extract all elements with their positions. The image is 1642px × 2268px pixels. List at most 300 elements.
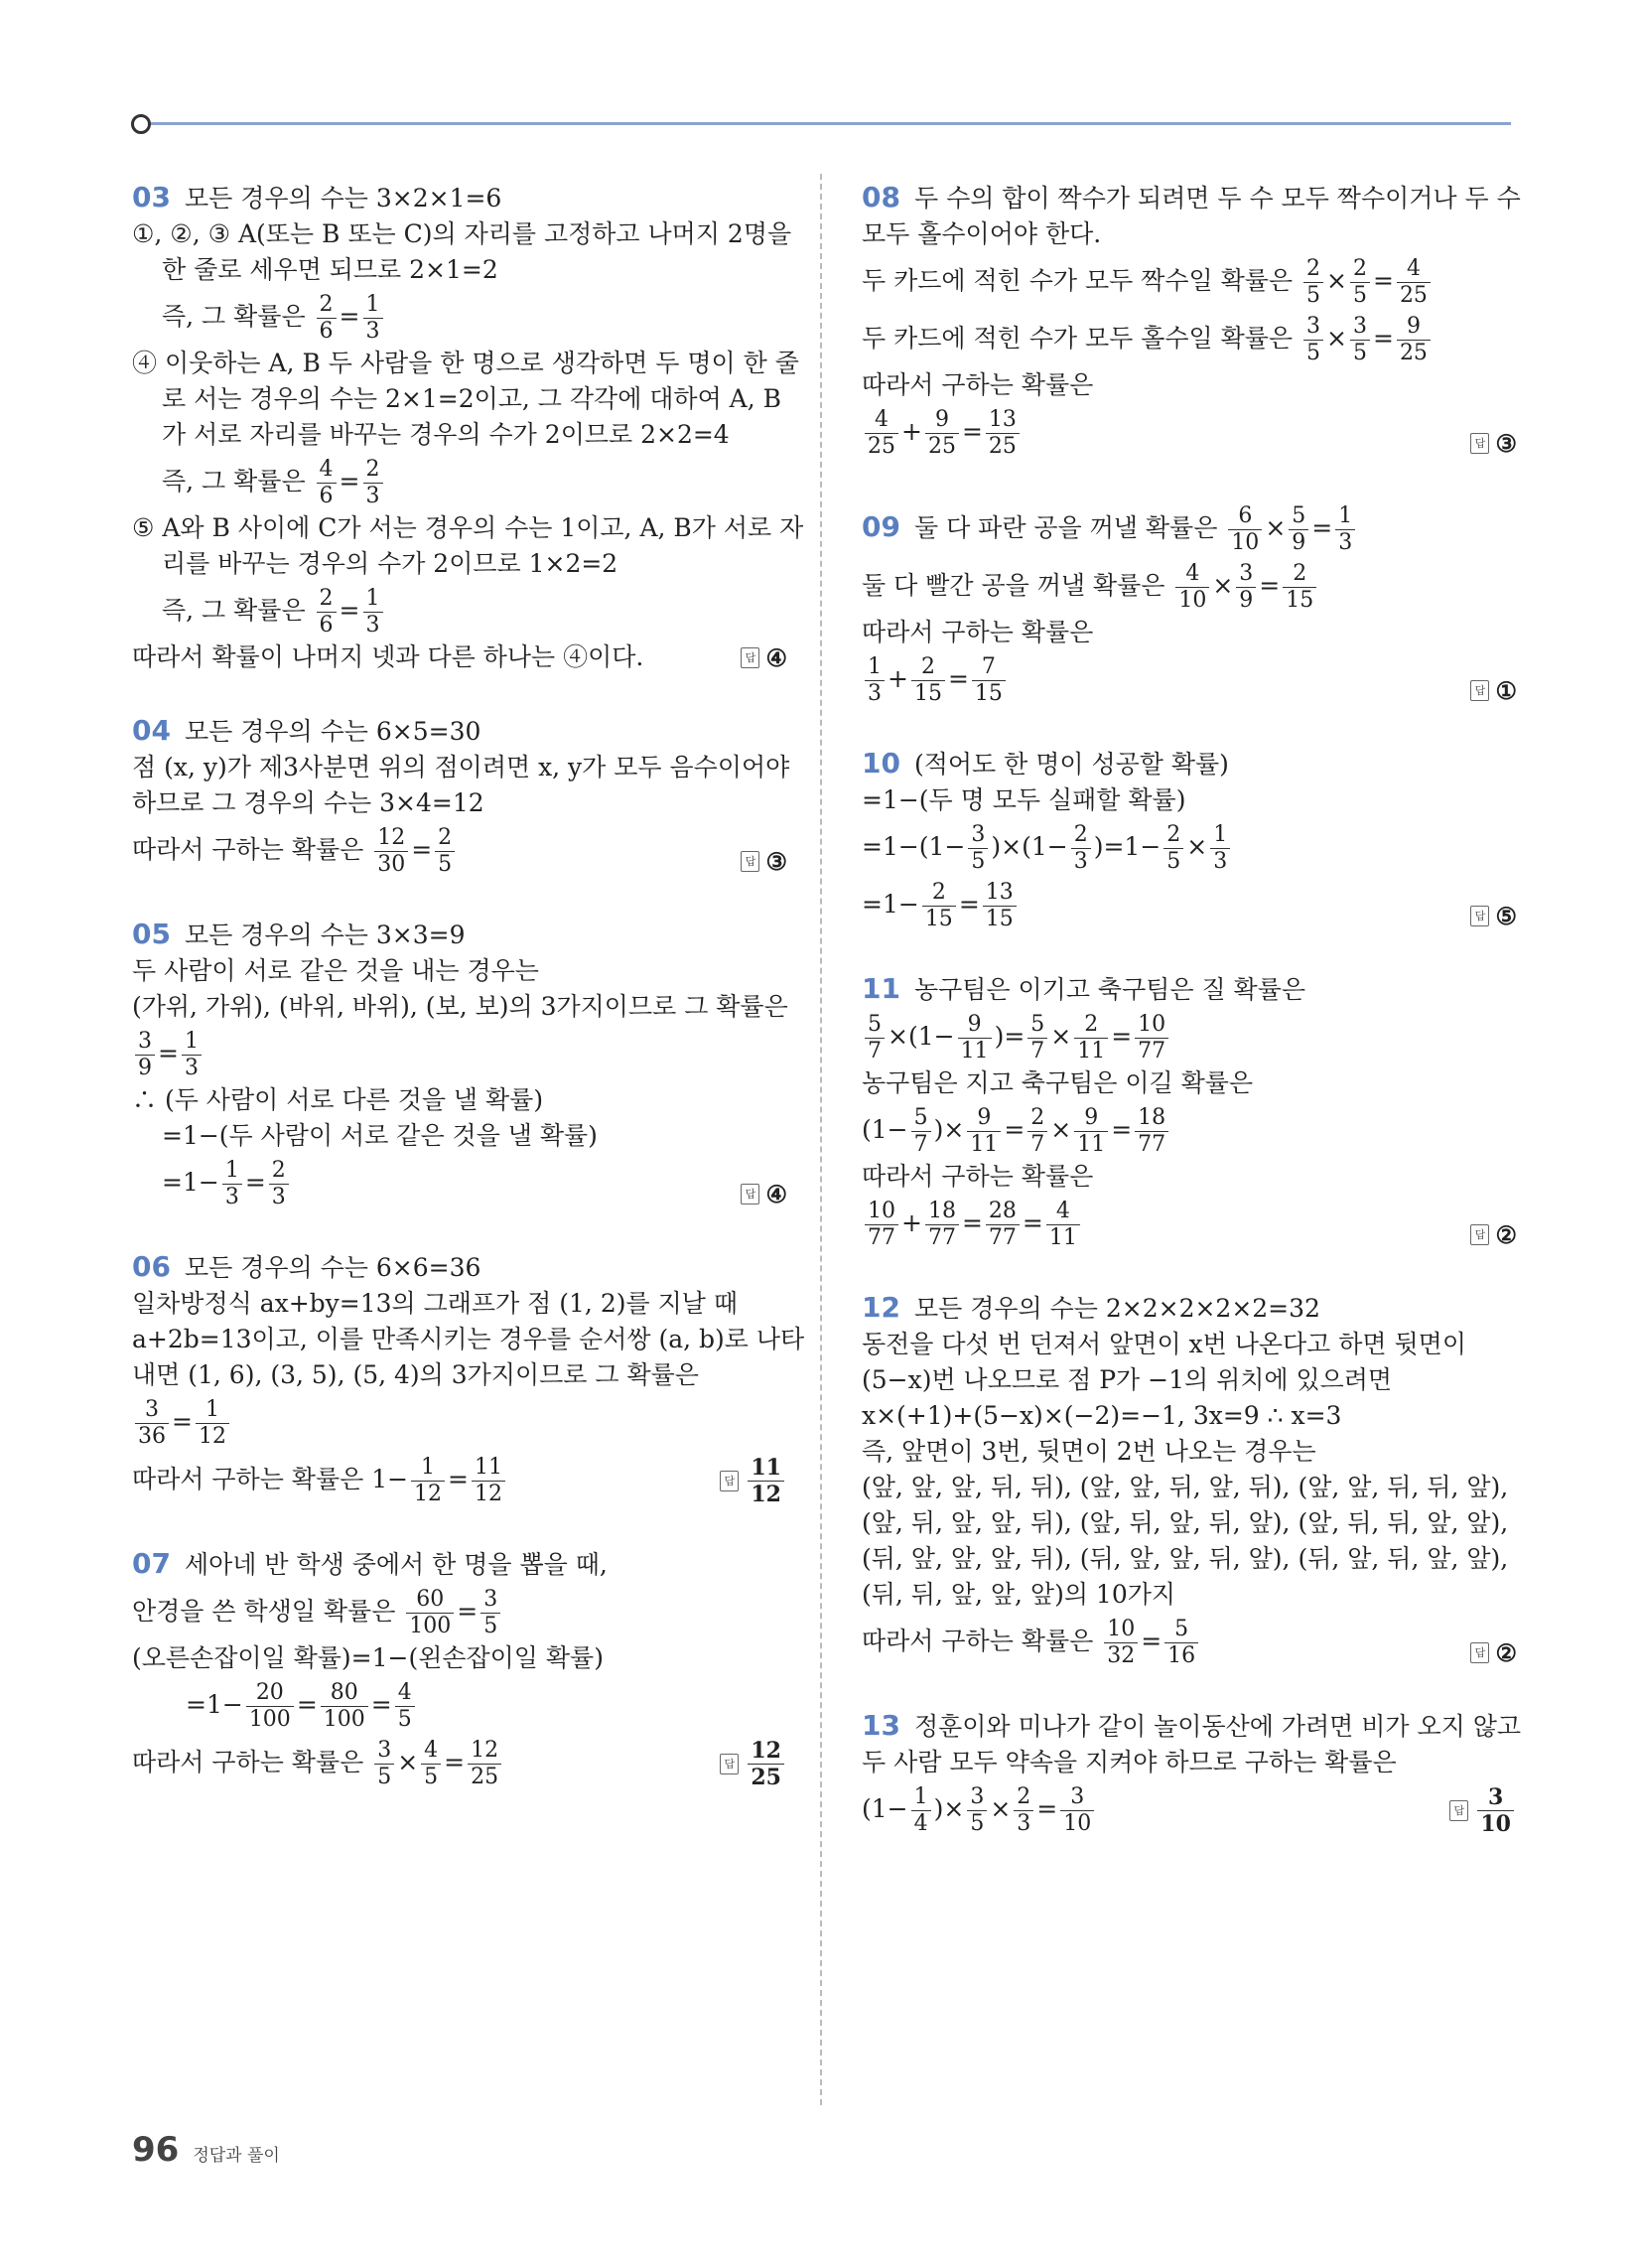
fraction <box>1135 1014 1168 1063</box>
fraction <box>1335 505 1355 554</box>
solution-line <box>862 313 1517 364</box>
solution-line <box>132 349 799 378</box>
solution-line <box>862 1293 1517 1324</box>
fraction-denominator: 5 <box>1163 848 1183 873</box>
fraction <box>1071 824 1091 873</box>
answer-mark <box>1470 902 1517 930</box>
fraction-numerator: 2 <box>1017 1784 1031 1809</box>
fraction-numerator: 10 <box>1138 1012 1166 1037</box>
solution-line <box>132 420 787 450</box>
fraction-denominator: 7 <box>1027 1038 1047 1063</box>
problem-08 <box>862 181 1521 459</box>
text-segment: 내면 (1, 6), (3, 5), (5, 4)의 3가지이므로 그 확률은 <box>132 1360 699 1389</box>
solution-line <box>132 1454 787 1505</box>
answer-mark <box>741 643 787 672</box>
answer-value: ⑤ <box>1495 902 1517 930</box>
text-segment: 따라서 확률이 나머지 넷과 다른 하나는 ④이다. <box>132 642 644 671</box>
answer-value: ① <box>1495 676 1517 705</box>
fraction-denominator: 4 <box>911 1810 931 1835</box>
fraction-numerator: 12 <box>751 1738 781 1764</box>
fraction-numerator: 9 <box>934 407 949 432</box>
problem-number: 10 <box>862 747 900 780</box>
solution-line <box>132 788 787 818</box>
text-segment: =1− <box>162 1168 219 1197</box>
text-segment: × <box>1326 266 1347 295</box>
text-segment: × <box>990 1794 1012 1823</box>
fraction-numerator: 2 <box>319 586 334 611</box>
text-segment: 두 사람 모두 약속을 지켜야 하므로 구하는 확률은 <box>862 1748 1397 1776</box>
text-segment: 모두 홀수이어야 한다. <box>862 219 1102 248</box>
answer-value: ③ <box>1495 429 1517 458</box>
text-segment: 두 수의 합이 짝수가 되려면 두 수 모두 짝수이거나 두 수 <box>913 184 1521 213</box>
fraction <box>865 656 885 705</box>
answer-mark <box>1470 429 1517 458</box>
fraction-numerator: 3 <box>138 1029 152 1054</box>
fraction <box>1350 258 1370 307</box>
fraction <box>468 1740 501 1788</box>
answer-icon: 답 <box>1449 1800 1468 1821</box>
fraction-numerator: 4 <box>424 1738 439 1763</box>
text-segment: 즉, 그 확률은 <box>162 467 314 496</box>
fraction-numerator: 12 <box>471 1738 499 1763</box>
fraction-denominator: 3 <box>269 1184 289 1208</box>
solution-line <box>132 1157 787 1208</box>
text-segment: 즉, 그 확률은 <box>162 596 314 625</box>
fraction-denominator: 15 <box>972 680 1006 705</box>
fraction <box>911 656 945 705</box>
text-segment: 안경을 쓴 학생일 확률은 <box>132 1597 404 1626</box>
solution-line <box>862 219 1517 249</box>
fraction <box>1027 1107 1047 1156</box>
fraction-denominator: 5 <box>421 1764 441 1788</box>
answer-icon: 답 <box>741 851 759 872</box>
fraction <box>363 459 383 507</box>
text-segment: = <box>339 302 360 331</box>
fraction-denominator: 5 <box>480 1613 500 1637</box>
solution-line <box>132 1121 787 1151</box>
fraction-denominator: 16 <box>1164 1642 1198 1667</box>
answer-mark <box>741 847 787 876</box>
fraction-numerator: 10 <box>868 1199 895 1223</box>
solution-line <box>132 1289 787 1319</box>
solution-line <box>862 255 1517 307</box>
text-segment: = <box>1141 1627 1163 1655</box>
solution-line <box>132 255 787 285</box>
answer-value: ③ <box>765 847 787 876</box>
text-segment: 따라서 구하는 확률은 <box>862 370 1094 399</box>
problem-06 <box>132 1250 805 1507</box>
text-segment: ×(1− <box>888 1022 955 1051</box>
fraction-numerator: 20 <box>255 1680 284 1705</box>
fraction-denominator: 15 <box>983 906 1017 930</box>
answer-mark <box>1470 1638 1517 1667</box>
answer-icon: 답 <box>1470 1642 1489 1663</box>
solution-line <box>862 1162 1517 1192</box>
text-segment: (앞, 앞, 앞, 뒤, 뒤), (앞, 앞, 뒤, 앞, 뒤), (앞, 앞, 뒤, 뒤, 앞), <box>862 1473 1509 1501</box>
fraction <box>1046 1201 1080 1249</box>
fraction <box>374 1740 394 1788</box>
problem-number: 13 <box>862 1709 900 1742</box>
fraction-denominator: 25 <box>925 433 959 458</box>
fraction-numerator: 2 <box>1073 822 1088 847</box>
fraction-denominator: 5 <box>1303 282 1323 307</box>
text-segment: = <box>172 1407 193 1436</box>
fraction-denominator: 9 <box>1236 587 1256 612</box>
fraction <box>1060 1786 1094 1835</box>
answer-value: ② <box>1495 1638 1517 1667</box>
fraction <box>1236 563 1256 612</box>
fraction-denominator: 5 <box>395 1706 415 1731</box>
text-segment: 즉, 그 확률은 <box>162 302 314 331</box>
fraction-denominator: 5 <box>435 851 455 876</box>
solution-line <box>132 1586 787 1637</box>
fraction-denominator: 10 <box>1060 1810 1094 1835</box>
answer-icon: 답 <box>720 1754 739 1774</box>
fraction-numerator: 2 <box>319 292 334 317</box>
text-segment: = <box>339 467 360 496</box>
fraction-numerator: 2 <box>438 825 453 850</box>
text-segment: = <box>1004 1115 1026 1144</box>
fraction <box>1350 316 1370 364</box>
fraction-numerator: 3 <box>971 822 986 847</box>
fraction-denominator: 5 <box>967 1810 987 1835</box>
fraction-denominator: 25 <box>748 1764 784 1788</box>
fraction-denominator: 10 <box>1477 1810 1514 1835</box>
fraction-denominator: 3 <box>182 1055 202 1079</box>
solution-line <box>132 1360 787 1390</box>
solution-line <box>132 1643 787 1673</box>
fraction-denominator: 100 <box>321 1706 368 1731</box>
solution-line <box>132 1252 787 1283</box>
fraction-denominator: 15 <box>911 680 945 705</box>
text-segment: = <box>244 1168 266 1197</box>
text-segment: × <box>397 1748 419 1776</box>
text-segment: = <box>1372 324 1394 353</box>
fraction-numerator: 28 <box>988 1199 1017 1223</box>
fraction <box>925 409 959 458</box>
text-segment: 농구팀은 이기고 축구팀은 질 확률은 <box>913 975 1306 1004</box>
answer-value: ② <box>1495 1220 1517 1249</box>
problem-number: 07 <box>132 1547 171 1580</box>
fraction <box>1074 1107 1108 1156</box>
text-segment: a+2b=13이고, 이를 만족시키는 경우를 순서쌍 (a, b)로 나타 <box>132 1325 805 1353</box>
fraction <box>135 1031 155 1079</box>
solution-line <box>132 716 787 747</box>
text-segment: + <box>888 664 908 693</box>
solution-line <box>132 1679 787 1731</box>
fraction-denominator: 5 <box>1303 340 1323 364</box>
solution-line <box>132 824 787 876</box>
fraction-numerator: 1 <box>421 1455 436 1480</box>
text-segment: (오른손잡이일 확률)=1−(왼손잡이일 확률) <box>132 1643 604 1672</box>
fraction-numerator: 3 <box>1070 1784 1085 1809</box>
answer-mark <box>720 1740 787 1788</box>
fraction-numerator: 60 <box>416 1587 445 1612</box>
text-segment: = <box>448 1465 469 1493</box>
text-segment: =1− <box>862 890 919 919</box>
fraction-numerator: 9 <box>1084 1105 1099 1130</box>
solution-line <box>862 749 1517 780</box>
solution-line <box>132 956 787 986</box>
solution-line <box>132 1085 787 1115</box>
fraction <box>317 588 337 637</box>
text-segment: = <box>370 1690 392 1719</box>
fraction-denominator: 6 <box>317 612 337 637</box>
text-segment: 모든 경우의 수는 3×3=9 <box>184 921 466 949</box>
solution-line <box>862 406 1517 458</box>
fraction <box>421 1740 441 1788</box>
fraction <box>1014 1786 1033 1835</box>
page-footer <box>132 2130 280 2170</box>
text-segment: 따라서 구하는 확률은 <box>132 1748 372 1776</box>
problem-number: 05 <box>132 918 171 950</box>
fraction <box>182 1031 202 1079</box>
problem-13 <box>862 1709 1522 1837</box>
text-segment: 둘 다 빨간 공을 꺼낼 확률은 <box>862 571 1173 600</box>
problem-05 <box>132 920 787 1208</box>
fraction-numerator: 4 <box>1406 256 1421 281</box>
answer-mark <box>1470 676 1517 705</box>
fraction-numerator: 3 <box>1352 314 1367 339</box>
fraction-denominator: 9 <box>135 1055 155 1079</box>
text-segment: )×(1− <box>991 832 1068 861</box>
fraction-denominator: 32 <box>1104 1642 1138 1667</box>
solution-line <box>862 618 1517 647</box>
column-right <box>862 177 1522 1879</box>
text-segment: = <box>1036 1794 1058 1823</box>
header-bullet <box>131 114 151 134</box>
solution-line <box>862 821 1517 873</box>
fraction <box>911 1786 931 1835</box>
text-segment: 정훈이와 미나가 같이 놀이동산에 가려면 비가 오지 않고 <box>913 1712 1522 1741</box>
solution-line <box>862 1011 1517 1063</box>
fraction-numerator: 3 <box>1306 314 1321 339</box>
text-segment: (5−x)번 나오므로 점 P가 −1의 위치에 있으려면 <box>862 1365 1393 1394</box>
problem-number: 11 <box>862 972 900 1005</box>
fraction-denominator: 15 <box>1283 587 1316 612</box>
solution-line <box>132 1028 787 1079</box>
text-segment: = <box>411 835 433 864</box>
text-segment: 동전을 다섯 번 던져서 앞면이 x번 나온다고 하면 뒷면이 <box>862 1330 1466 1358</box>
fraction <box>1027 1014 1047 1063</box>
fraction-denominator: 5 <box>374 1764 394 1788</box>
text-segment: )× <box>933 1115 965 1144</box>
fraction-numerator: 1 <box>868 654 882 679</box>
problem-number: 09 <box>862 510 900 543</box>
fraction-numerator: 11 <box>751 1455 781 1481</box>
fraction <box>865 1201 898 1249</box>
fraction-numerator: 1 <box>365 586 380 611</box>
fraction-denominator: 3 <box>363 318 383 343</box>
text-segment: = <box>947 664 969 693</box>
fraction-denominator: 5 <box>1350 282 1370 307</box>
answer-icon: 답 <box>1470 1224 1489 1245</box>
fraction-numerator: 10 <box>1107 1617 1136 1641</box>
fraction <box>865 1014 885 1063</box>
text-segment: ∴ (두 사람이 서로 다른 것을 낼 확률) <box>132 1085 544 1114</box>
fraction-denominator: 3 <box>1071 848 1091 873</box>
solution-line <box>862 1544 1517 1574</box>
solution-line <box>862 1748 1517 1777</box>
fraction-denominator: 25 <box>865 433 898 458</box>
solution-line <box>132 291 787 343</box>
problem-number: 08 <box>862 181 900 213</box>
fraction-numerator: 4 <box>1185 561 1200 586</box>
fraction <box>317 459 337 507</box>
fraction <box>983 882 1017 930</box>
fraction-denominator: 3 <box>865 680 885 705</box>
fraction-numerator: 1 <box>224 1158 239 1183</box>
text-segment: 즉, 앞면이 3번, 뒷면이 2번 나오는 경우는 <box>862 1437 1316 1466</box>
fraction-denominator: 36 <box>135 1423 169 1448</box>
fraction <box>1175 563 1209 612</box>
text-segment: 일차방정식 ax+by=13의 그래프가 점 (1, 2)를 지날 때 <box>132 1289 738 1318</box>
fraction <box>958 1014 992 1063</box>
fraction <box>269 1160 289 1208</box>
text-segment: ①, ②, ③ A(또는 B 또는 C)의 자리를 고정하고 나머지 2명을 <box>132 219 792 248</box>
text-segment: = <box>1311 513 1333 542</box>
problem-03 <box>132 181 804 672</box>
text-segment: = <box>961 417 983 446</box>
solution-line <box>862 1401 1517 1431</box>
solution-line <box>862 1104 1517 1156</box>
fraction-denominator: 3 <box>1210 848 1230 873</box>
fraction-numerator: 1 <box>1338 503 1353 528</box>
fraction-numerator: 18 <box>927 1199 956 1223</box>
text-segment: = <box>339 596 360 625</box>
text-segment: = <box>296 1690 318 1719</box>
text-segment: × <box>1186 832 1208 861</box>
text-segment: = <box>1372 266 1394 295</box>
fraction <box>1163 824 1183 873</box>
answer-icon: 답 <box>741 647 759 668</box>
answer-value <box>748 1740 784 1788</box>
text-segment: 둘 다 파란 공을 꺼낼 확률은 <box>913 513 1226 542</box>
problem-04 <box>132 714 790 877</box>
solution-line <box>132 1396 787 1448</box>
fraction <box>1074 1014 1108 1063</box>
text-segment: 따라서 구하는 확률은 <box>862 1162 1094 1191</box>
fraction <box>321 1682 368 1731</box>
fraction <box>911 1107 931 1156</box>
fraction-denominator: 10 <box>1228 529 1262 554</box>
text-segment: (가위, 가위), (바위, 바위), (보, 보)의 3가지이므로 그 확률은 <box>132 992 788 1021</box>
text-segment: (뒤, 앞, 앞, 앞, 뒤), (뒤, 앞, 앞, 뒤, 앞), (뒤, 앞, 뒤, 앞, 앞), <box>862 1544 1509 1573</box>
fraction <box>922 882 956 930</box>
solution-line <box>862 181 1521 213</box>
text-segment: =1−(1− <box>862 832 966 861</box>
fraction-denominator: 30 <box>374 851 408 876</box>
text-segment: 모든 경우의 수는 3×2×1=6 <box>184 184 502 213</box>
fraction-denominator: 77 <box>925 1224 959 1249</box>
fraction-numerator: 9 <box>967 1012 982 1037</box>
fraction-numerator: 2 <box>931 880 946 905</box>
text-segment: 따라서 구하는 확률은 <box>862 618 1094 646</box>
text-segment: × <box>1050 1022 1072 1051</box>
fraction-denominator: 77 <box>1135 1131 1168 1156</box>
fraction <box>925 1201 959 1249</box>
text-segment: =1−(두 명 모두 실패할 확률) <box>862 785 1186 814</box>
fraction-denominator: 5 <box>968 848 988 873</box>
problem-09 <box>862 501 1517 705</box>
fraction <box>363 588 383 637</box>
text-segment: 세아네 반 학생 중에서 한 명을 뽑을 때, <box>184 1550 608 1579</box>
answer-icon: 답 <box>1470 433 1489 454</box>
fraction-denominator: 11 <box>1074 1038 1108 1063</box>
header-rule <box>149 122 1511 125</box>
solution-line <box>862 1365 1517 1395</box>
fraction-denominator: 12 <box>472 1481 505 1505</box>
fraction-numerator: 3 <box>1488 1784 1504 1810</box>
fraction-numerator: 5 <box>1174 1617 1189 1641</box>
solution-line <box>862 1508 1517 1538</box>
fraction-numerator: 5 <box>1292 503 1306 528</box>
fraction <box>968 824 988 873</box>
fraction-denominator: 25 <box>1397 340 1431 364</box>
solution-line <box>862 879 1517 930</box>
fraction <box>1283 563 1316 612</box>
text-segment: 두 사람이 서로 같은 것을 내는 경우는 <box>132 956 539 985</box>
fraction-denominator: 7 <box>911 1131 931 1156</box>
fraction-denominator: 25 <box>468 1764 501 1788</box>
answer-mark <box>1449 1786 1517 1835</box>
fraction-denominator: 6 <box>317 318 337 343</box>
fraction-denominator: 11 <box>1074 1131 1108 1156</box>
fraction-denominator: 11 <box>967 1131 1001 1156</box>
fraction-numerator: 6 <box>1238 503 1253 528</box>
fraction-denominator: 7 <box>1027 1131 1047 1156</box>
fraction-denominator: 77 <box>865 1224 898 1249</box>
solution-line <box>132 920 787 950</box>
solution-line <box>862 785 1517 815</box>
problem-10 <box>862 749 1517 930</box>
text-segment: 로 서는 경우의 수는 2×1=2이고, 그 각각에 대하여 A, B <box>162 384 782 413</box>
solution-line <box>862 1580 1517 1610</box>
fraction <box>967 1786 987 1835</box>
fraction-denominator: 3 <box>1335 529 1355 554</box>
text-segment: = <box>158 1039 179 1067</box>
fraction-denominator: 3 <box>1014 1810 1033 1835</box>
text-segment: ④ 이웃하는 A, B 두 사람을 한 명으로 생각하면 두 명이 한 줄 <box>132 349 799 377</box>
fraction-numerator: 12 <box>377 825 406 850</box>
text-segment: 따라서 구하는 확률은 1− <box>132 1465 409 1493</box>
text-segment: 리를 바꾸는 경우의 수가 2이므로 1×2=2 <box>162 549 618 578</box>
fraction <box>363 294 383 343</box>
text-segment: =1−(두 사람이 서로 같은 것을 낼 확률) <box>162 1121 598 1150</box>
fraction-numerator: 1 <box>205 1397 219 1422</box>
text-segment: 한 줄로 세우면 되므로 2×1=2 <box>162 255 498 284</box>
text-segment: = <box>961 1208 983 1237</box>
fraction-denominator: 12 <box>196 1423 229 1448</box>
text-segment: = <box>958 890 980 919</box>
solution-line <box>132 1737 787 1788</box>
solution-line <box>862 560 1517 612</box>
text-segment: (뒤, 뒤, 앞, 앞, 앞)의 10가지 <box>862 1580 1176 1609</box>
problem-number: 06 <box>132 1250 171 1283</box>
solution-line <box>132 456 787 507</box>
text-segment: = <box>1259 571 1281 600</box>
fraction-numerator: 4 <box>397 1680 412 1705</box>
fraction-denominator: 6 <box>317 483 337 507</box>
fraction-numerator: 13 <box>988 407 1017 432</box>
solution-line <box>132 549 787 579</box>
text-segment: × <box>1050 1115 1072 1144</box>
problem-number: 12 <box>862 1291 900 1324</box>
fraction-numerator: 1 <box>913 1784 928 1809</box>
fraction-denominator: 77 <box>986 1224 1020 1249</box>
problem-number: 04 <box>132 714 171 747</box>
text-segment: x×(+1)+(5−x)×(−2)=−1, 3x=9 ∴ x=3 <box>862 1401 1342 1430</box>
